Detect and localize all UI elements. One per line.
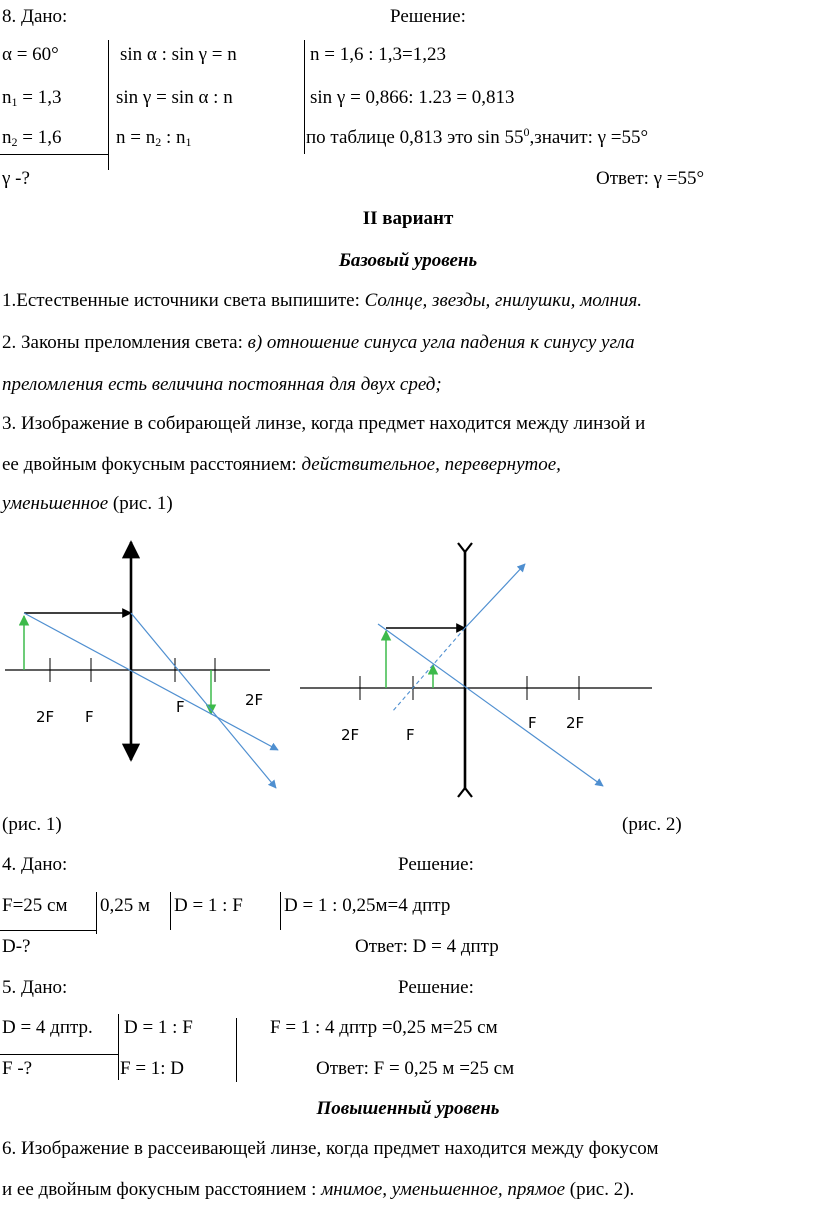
q1: 1.Естественные источники света выпишите: Солнце, звезды, гнилушки, молния.: [2, 290, 643, 311]
p8-n2: $n_2 = 1,6$: [2, 127, 62, 149]
fig1-label-f-right: F: [176, 698, 185, 716]
q3-line-2: ее двойным фокусным расстоянием: действительное, перевернутое,: [2, 454, 561, 475]
fig2-label-2f-left: 2F: [341, 726, 360, 744]
variant-title: II вариант: [362, 208, 454, 229]
fig2-lens-top-tip: [458, 543, 472, 552]
p8-divider-solution: [304, 40, 305, 154]
q6-line-1: 6. Изображение в рассеивающей линзе, когда предмет находится между фокусом: [2, 1138, 659, 1159]
q3-line-1: 3. Изображение в собирающей линзе, когда предмет находится между линзой и: [2, 413, 646, 434]
q3-line-3: уменьшенное (рис. 1): [2, 493, 173, 514]
p5-divider-find: [0, 1054, 118, 1055]
p8-divider-find: [0, 154, 108, 155]
p8-divider-given: [108, 40, 109, 170]
p5-find: F -?: [2, 1058, 33, 1079]
fig2-ray-extension: [392, 628, 465, 712]
p8-formula-2: sin γ = sin α : n: [116, 87, 233, 108]
fig1-ray-center: [24, 613, 278, 750]
p8-find: γ -?: [2, 168, 30, 189]
p8-formula-1: sin α : sin γ = n: [120, 44, 237, 65]
p4-divider-find: [0, 930, 96, 931]
p4-given-heading: 4. Дано:: [2, 854, 68, 875]
fig1-caption: (рис. 1): [2, 814, 62, 835]
fig2-ray-refracted: [465, 564, 525, 628]
p5-solution: F = 1 : 4 дптр =0,25 м=25 см: [270, 1017, 498, 1038]
fig1-label-2f-left: 2F: [36, 708, 55, 726]
p5-divider-given: [118, 1014, 119, 1080]
fig1-label-f-left: F: [85, 708, 94, 726]
figure-2-diverging-lens: [296, 530, 656, 800]
p4-si: 0,25 м: [100, 895, 151, 916]
fig2-label-f-right: F: [528, 714, 537, 732]
basic-level-heading: Базовый уровень: [338, 250, 478, 271]
figure-1-converging-lens: [0, 530, 300, 800]
p8-solution-heading: Решение:: [390, 6, 466, 27]
p4-find: D-?: [2, 936, 31, 957]
p8-solution-1: n = 1,6 : 1,3=1,23: [310, 44, 446, 65]
p4-divider-formula: [170, 892, 171, 930]
p5-given: D = 4 дптр.: [2, 1017, 93, 1038]
p5-formula-1: D = 1 : F: [124, 1017, 193, 1038]
q2: 2. Законы преломления света: в) отношение синуса угла падения к синусу угла: [2, 332, 635, 353]
p4-divider-solution: [280, 892, 281, 930]
advanced-level-heading: Повышенный уровень: [316, 1098, 500, 1119]
q6-line-2: и ее двойным фокусным расстоянием : мнимое, уменьшенное, прямое (рис. 2).: [2, 1179, 635, 1200]
p8-solution-2: sin γ = 0,866: 1.23 = 0,813: [310, 87, 515, 108]
p5-solution-heading: Решение:: [398, 977, 474, 998]
fig2-label-f-left: F: [406, 726, 415, 744]
p4-solution: D = 1 : 0,25м=4 дптр: [284, 895, 451, 916]
p8-n1: $n_1 = 1,3$: [2, 87, 62, 109]
p8-alpha: α = 60°: [2, 44, 59, 65]
p8-answer: Ответ: γ =55°: [596, 168, 705, 189]
fig2-caption: (рис. 2): [622, 814, 682, 835]
p5-divider-solution: [236, 1018, 237, 1082]
p8-formula-3: $n = n_2$ : $n_1$: [116, 127, 192, 149]
p5-answer: Ответ: F = 0,25 м =25 см: [316, 1058, 515, 1079]
p4-given: F=25 см: [2, 895, 68, 916]
p8-given-heading: 8. Дано:: [2, 6, 68, 27]
fig2-label-2f-right: 2F: [566, 714, 585, 732]
p5-given-heading: 5. Дано:: [2, 977, 68, 998]
p4-divider-si: [96, 892, 97, 934]
fig1-label-2f-right: 2F: [245, 691, 264, 709]
fig2-ray-center: [378, 624, 603, 786]
p4-solution-heading: Решение:: [398, 854, 474, 875]
p4-answer: Ответ: D = 4 дптр: [355, 936, 499, 957]
fig2-lens-bottom-tip: [458, 788, 472, 797]
q2-answer-cont: преломления есть величина постоянная для двух сред;: [2, 374, 442, 395]
p5-formula-2: F = 1: D: [120, 1058, 185, 1079]
p4-formula: D = 1 : F: [174, 895, 243, 916]
p8-solution-3: по таблице 0,813 это $\sin 55^0,значит$: γ =55°: [306, 125, 649, 148]
